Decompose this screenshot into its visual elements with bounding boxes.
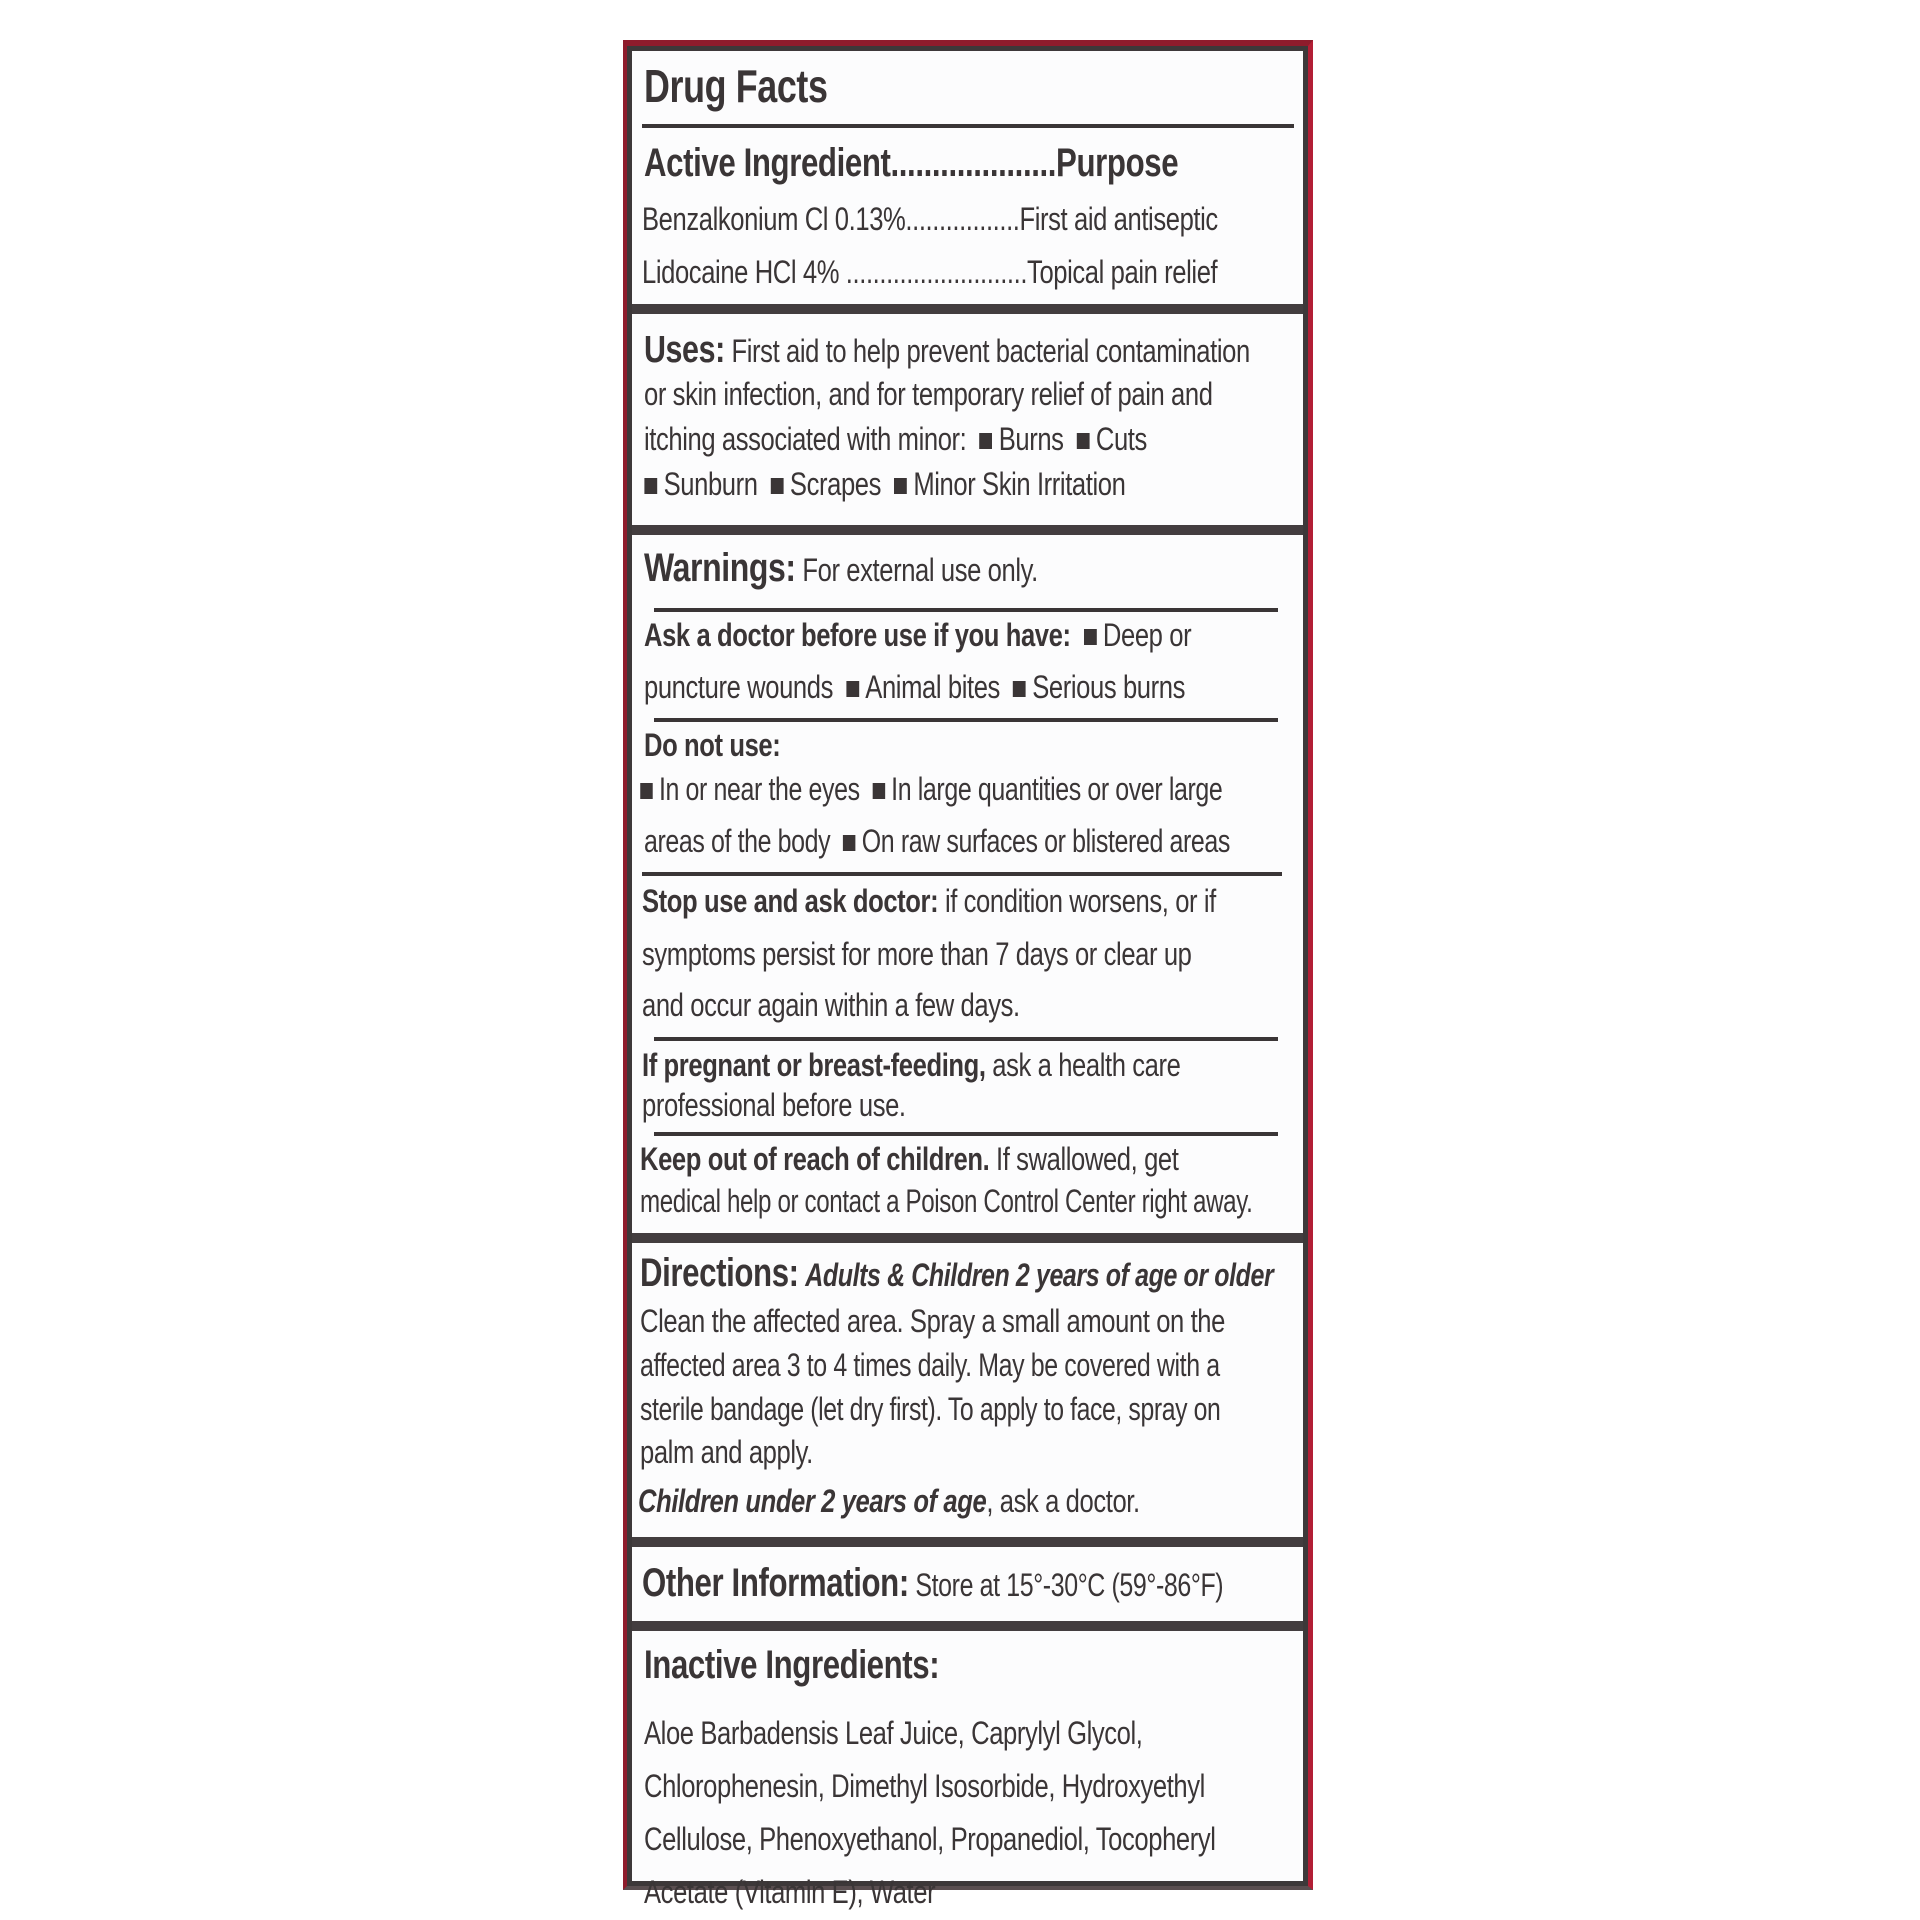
other-info-heading: Other Information: bbox=[642, 1561, 909, 1605]
bullet-icon bbox=[640, 783, 652, 799]
do-not-use-line bbox=[634, 771, 1222, 808]
bullet-icon bbox=[894, 478, 907, 494]
bullet-icon bbox=[872, 783, 884, 799]
uses-text: itching associated with minor: bbox=[644, 421, 967, 457]
stop-use-line: symptoms persist for more than 7 days or clear up bbox=[642, 936, 1192, 972]
uses-line: or skin infection, and for temporary relief of pain and bbox=[644, 376, 1213, 412]
directions-line bbox=[640, 1251, 1273, 1296]
bullet-icon bbox=[771, 478, 784, 494]
use-item: Cuts bbox=[1095, 421, 1147, 457]
uses-line bbox=[644, 421, 1147, 458]
section-divider bbox=[632, 304, 1303, 314]
do-not-use-heading: Do not use: bbox=[644, 727, 781, 763]
warnings-rule bbox=[654, 608, 1278, 612]
uses-line bbox=[638, 466, 1125, 503]
do-not-item: In large quantities or over large bbox=[891, 771, 1223, 807]
warnings-rule bbox=[642, 872, 1282, 876]
ingredient-name: Benzalkonium Cl 0.13% bbox=[642, 201, 906, 237]
drug-facts-label bbox=[623, 40, 1313, 1910]
active-row bbox=[642, 254, 1217, 291]
bullet-icon bbox=[644, 478, 657, 494]
ingredient-purpose: Topical pain relief bbox=[1027, 254, 1218, 290]
use-item: Minor Skin Irritation bbox=[913, 466, 1126, 502]
ingredient-purpose: First aid antiseptic bbox=[1019, 201, 1218, 237]
ask-doctor-heading: Ask a doctor before use if you have: bbox=[644, 617, 1071, 653]
do-not-use-line bbox=[644, 823, 1230, 860]
ask-item: Animal bites bbox=[865, 669, 1000, 705]
keep-out-line: medical help or contact a Poison Control Center right away. bbox=[640, 1183, 1253, 1219]
ask-doctor-line bbox=[644, 669, 1185, 706]
use-item: Sunburn bbox=[663, 466, 758, 502]
inactive-line: Acetate (Vitamin E), Water bbox=[644, 1874, 936, 1910]
section-divider bbox=[632, 1233, 1303, 1243]
do-not-item: areas of the body bbox=[644, 823, 831, 859]
pregnant-line: professional before use. bbox=[642, 1087, 906, 1123]
directions-line: palm and apply. bbox=[640, 1434, 813, 1470]
keep-out-text: If swallowed, get bbox=[996, 1141, 1179, 1177]
active-heading-right: Purpose bbox=[1056, 141, 1179, 185]
pregnant-text: ask a health care bbox=[992, 1047, 1181, 1083]
ask-item: Deep or bbox=[1102, 617, 1192, 653]
active-heading-dots: .................... bbox=[890, 141, 1057, 185]
stop-use-line bbox=[642, 883, 1216, 920]
warnings-intro: For external use only. bbox=[802, 552, 1038, 588]
bullet-icon bbox=[979, 433, 992, 449]
stop-use-text: if condition worsens, or if bbox=[944, 883, 1216, 919]
ask-item: Serious burns bbox=[1032, 669, 1185, 705]
bullet-icon bbox=[1084, 629, 1097, 645]
inactive-line: Aloe Barbadensis Leaf Juice, Caprylyl Glycol, bbox=[644, 1715, 1143, 1751]
directions-line: affected area 3 to 4 times daily. May be covered with a bbox=[640, 1347, 1220, 1383]
active-heading bbox=[644, 141, 1178, 186]
active-row bbox=[642, 201, 1218, 238]
inactive-line: Cellulose, Phenoxyethanol, Propanediol, Tocopheryl bbox=[644, 1821, 1216, 1857]
bullet-icon bbox=[1077, 433, 1090, 449]
warnings-heading: Warnings: bbox=[644, 546, 796, 590]
inactive-heading: Inactive Ingredients: bbox=[644, 1643, 940, 1687]
directions-subheading: Adults & Children 2 years of age or older bbox=[805, 1257, 1274, 1293]
uses-heading: Uses: bbox=[644, 329, 725, 371]
keep-out-heading: Keep out of reach of children. bbox=[640, 1141, 990, 1177]
ask-item: puncture wounds bbox=[644, 669, 833, 705]
pregnant-line bbox=[642, 1047, 1180, 1084]
keep-out-line bbox=[640, 1141, 1178, 1178]
warnings-rule bbox=[654, 1132, 1278, 1136]
uses-line bbox=[644, 329, 1250, 372]
section-divider bbox=[632, 1537, 1303, 1547]
children-text: , ask a doctor. bbox=[986, 1483, 1140, 1519]
label-frame bbox=[627, 46, 1308, 1910]
inactive-line: Chlorophenesin, Dimethyl Isosorbide, Hydroxyethyl bbox=[644, 1768, 1205, 1804]
title-rule bbox=[642, 124, 1294, 128]
active-heading-left: Active Ingredient bbox=[644, 141, 891, 185]
ask-doctor-line bbox=[644, 617, 1191, 654]
use-item: Scrapes bbox=[789, 466, 882, 502]
directions-line: Clean the affected area. Spray a small amount on the bbox=[640, 1303, 1225, 1339]
warnings-rule bbox=[654, 718, 1278, 722]
use-item: Burns bbox=[998, 421, 1064, 457]
directions-line bbox=[638, 1483, 1140, 1520]
do-not-item: In or near the eyes bbox=[658, 771, 860, 807]
section-divider bbox=[632, 525, 1303, 535]
directions-line: sterile bandage (let dry first). To apply to face, spray on bbox=[640, 1391, 1221, 1427]
ingredient-dots: ................. bbox=[905, 201, 1020, 237]
children-heading: Children under 2 years of age bbox=[638, 1483, 987, 1519]
warnings-rule bbox=[654, 1037, 1278, 1041]
stop-use-line: and occur again within a few days. bbox=[642, 987, 1020, 1023]
uses-text: First aid to help prevent bacterial contamination bbox=[731, 333, 1250, 369]
ingredient-name: Lidocaine HCl 4% bbox=[642, 254, 840, 290]
warnings-line bbox=[644, 546, 1038, 591]
ingredient-dots: ........................... bbox=[839, 254, 1028, 290]
do-not-item: On raw surfaces or blistered areas bbox=[861, 823, 1230, 859]
directions-heading: Directions: bbox=[640, 1251, 799, 1295]
stop-use-heading: Stop use and ask doctor: bbox=[642, 883, 939, 919]
bullet-icon bbox=[846, 681, 859, 697]
bullet-icon bbox=[843, 835, 855, 851]
drug-facts-title: Drug Facts bbox=[644, 60, 828, 112]
other-info-text: Store at 15°-30°C (59°-86°F) bbox=[915, 1567, 1224, 1603]
other-info-line bbox=[642, 1561, 1223, 1606]
bullet-icon bbox=[1013, 681, 1026, 697]
pregnant-heading: If pregnant or breast-feeding, bbox=[642, 1047, 986, 1083]
section-divider bbox=[632, 1621, 1303, 1631]
